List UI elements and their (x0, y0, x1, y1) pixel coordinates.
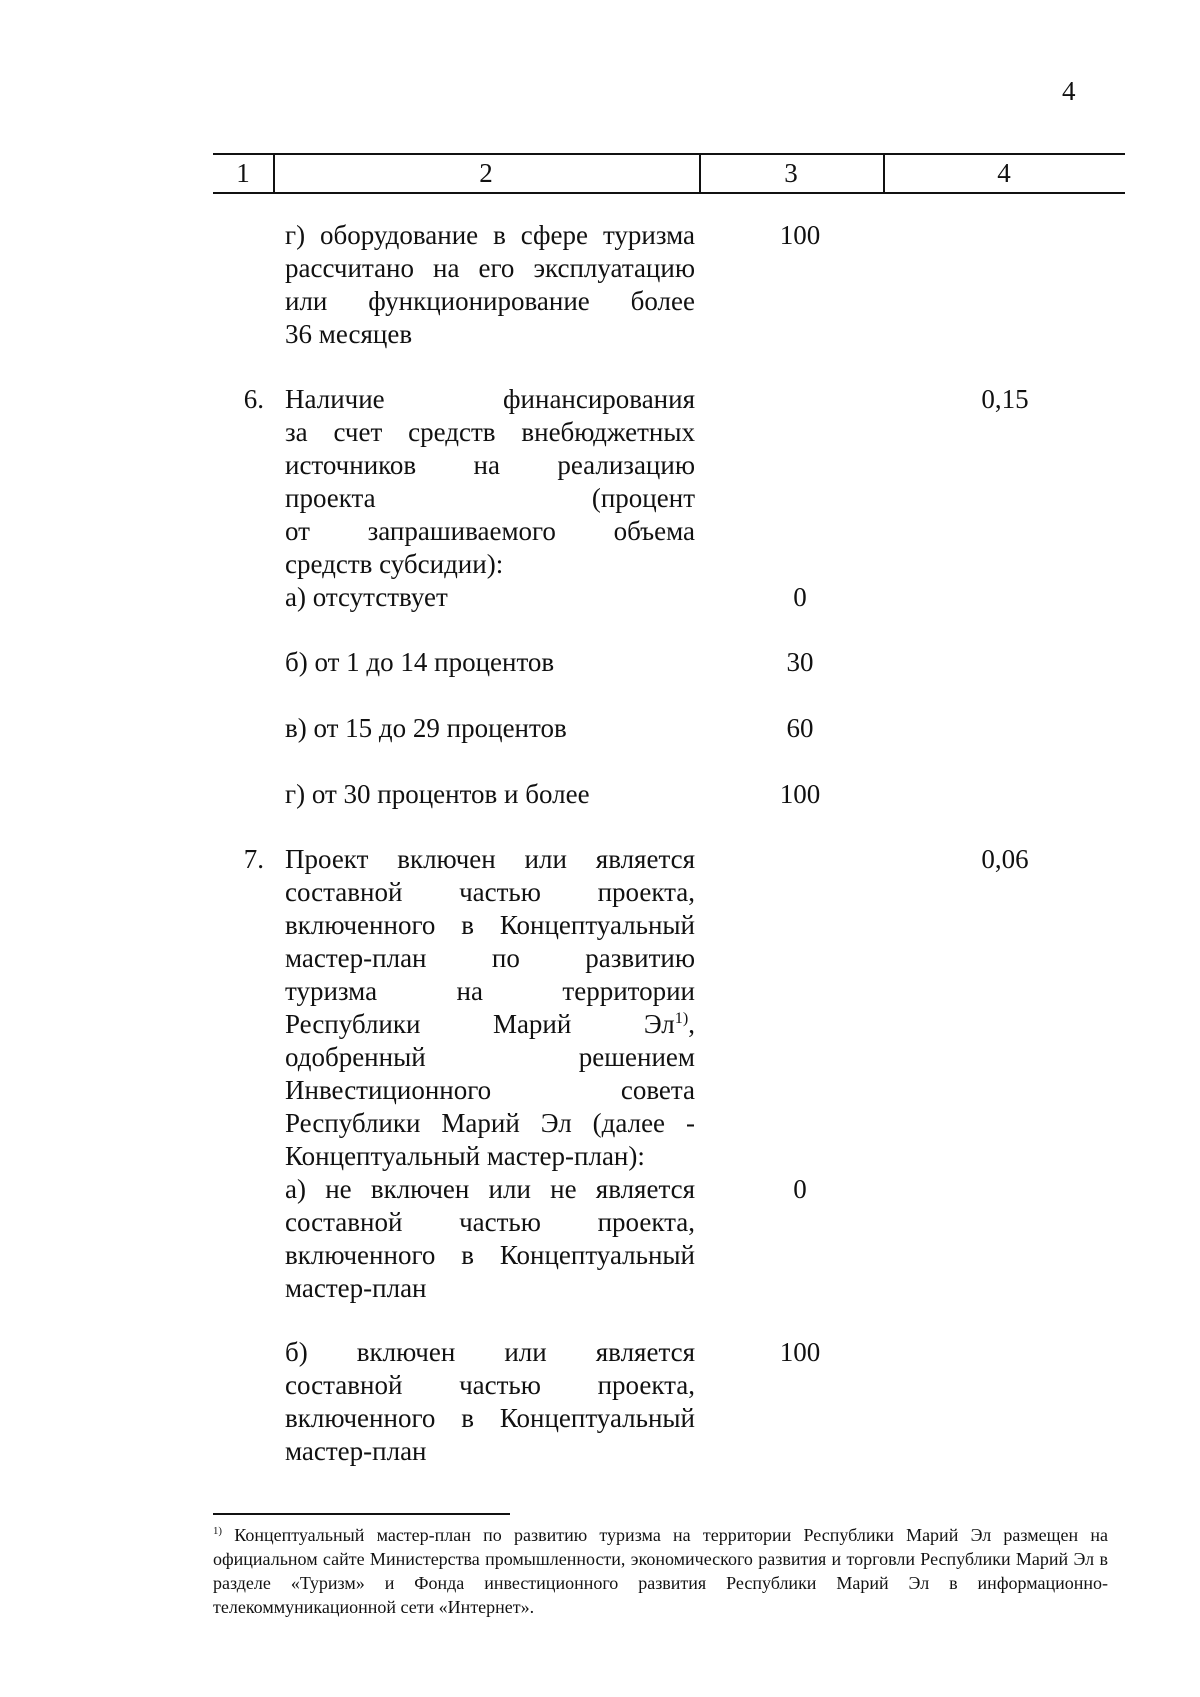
criterion-number: 6. (243, 384, 264, 414)
page-number: 4 (1062, 76, 1076, 106)
option-score: 100 (779, 779, 821, 809)
footnote-mark: 1) (213, 1525, 222, 1537)
footnote-reference: 1) (674, 1009, 689, 1027)
criterion-option-text: б) от 1 до 14 процентов (285, 647, 555, 677)
option-score: 0 (793, 582, 807, 612)
option-score: 100 (779, 1337, 821, 1367)
criterion-weight: 0,15 (981, 384, 1029, 414)
header-col-4: 4 (997, 158, 1011, 188)
criterion-number: 7. (243, 844, 264, 874)
option-score: 60 (786, 713, 814, 743)
table-header-row (213, 153, 1125, 194)
criterion-option-text: в) от 15 до 29 процентов (285, 713, 567, 743)
criterion-option-text: б) включен или является составной частью проекта, включенного в Концептуальный мастер-план (285, 1337, 695, 1466)
footnote-separator (213, 1513, 510, 1515)
header-col-2: 2 (479, 158, 493, 188)
criterion-option-text: г) оборудование в сфере туризма рассчитано на его эксплуатацию или функционирование более 36 месяцев (285, 220, 695, 349)
footnote (213, 1523, 1108, 1619)
option-score: 30 (786, 647, 814, 677)
criterion-option-text: г) от 30 процентов и более (285, 779, 590, 809)
criterion-option-text: а) отсутствует (285, 582, 448, 612)
header-col-3: 3 (784, 158, 798, 188)
option-score: 100 (779, 220, 821, 250)
criterion-text: Проект включен или является составной частью проекта, включенного в Концептуальный мастер-план по развитию туризма на территории Республики Марий $Эл^{1)}$, одобренный решением Инвестиционного совета Республики Марий Эл (далее - Концептуальный мастер-план): (285, 844, 695, 1171)
footnote-text: Концептуальный мастер-план по развитию туризма на территории Республики Марий Эл размещен на официальном сайте Министерства промышленности, экономического развития и торговли Республики Марий Эл в разделе «Туризм» и Фонда инвестиционного развития Республики Марий Эл в информационно-телекоммуникационной сети «Интернет». (213, 1525, 1108, 1617)
criterion-option-text: а) не включен или не является составной частью проекта, включенного в Концептуальный мастер-план (285, 1174, 695, 1303)
header-col-1: 1 (236, 158, 250, 188)
criterion-weight: 0,06 (981, 844, 1029, 874)
criterion-text: Наличие финансирования за счет средств внебюджетных источников на реализацию проекта (процент от запрашиваемого объема средств субсидии): (285, 384, 695, 579)
option-score: 0 (793, 1174, 807, 1204)
